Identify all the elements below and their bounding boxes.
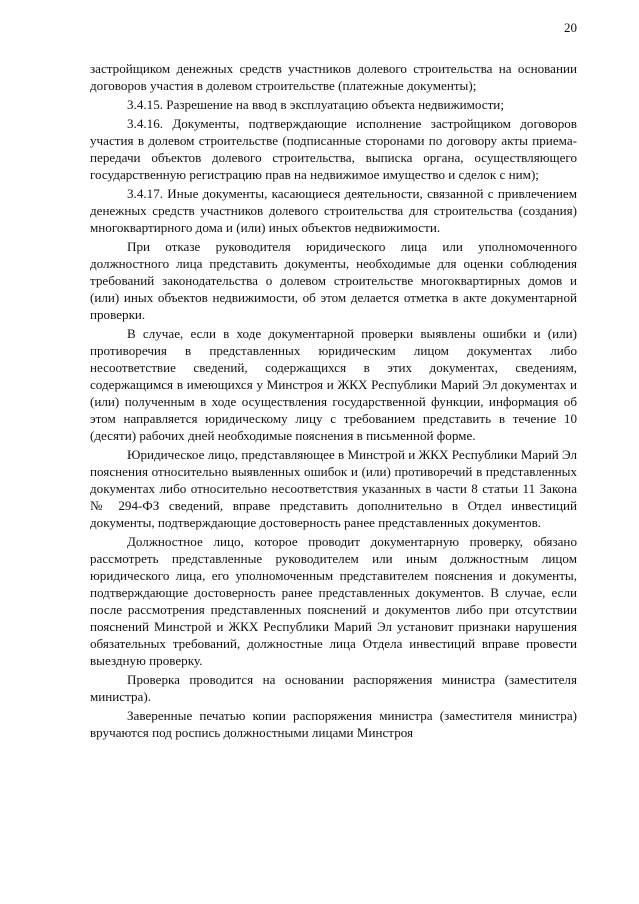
document-body <box>90 60 577 741</box>
paragraph-3-4-16: 3.4.16. Документы, подтверждающие исполнение застройщиком договоров участия в долевом строительстве (подписанные сторонами по договору акты приема-передачи объектов долевого строительства, выписка органа, осуществляющего государственную регистрацию прав на недвижимое имущество и сделок с ним); <box>90 116 577 182</box>
paragraph-errors: В случае, если в ходе документарной проверки выявлены ошибки и (или) противоречия в представленных юридическим лицом документах либо несоответствие сведений, содержащихся в этих документах, сведениям, содержащимся в имеющихся у Минстроя и ЖКХ Республики Марий Эл документах и (или) полученным в ходе осуществления государственной функции, информация об этом направляется юридическому лицу с требованием представить в течение 10 (десяти) рабочих дней необходимые пояснения в письменной форме. <box>90 326 577 443</box>
paragraph-3-4-17: 3.4.17. Иные документы, касающиеся деятельности, связанной с привлечением денежных средств участников долевого строительства для строительства (создания) многоквартирного дома и (или) иных объектов недвижимости. <box>90 186 577 235</box>
paragraph-certified-copies: Заверенные печатью копии распоряжения министра (заместителя министра) вручаются под роспись должностными лицами Минстроя <box>90 708 577 740</box>
page-number: 20 <box>564 20 577 35</box>
paragraph-inspection-basis: Проверка проводится на основании распоряжения министра (заместителя министра). <box>90 672 577 704</box>
paragraph-official-review: Должностное лицо, которое проводит документарную проверку, обязано рассмотреть представленные руководителем или иным должностным лицом юридического лица, его уполномоченным представителем пояснения и документы, подтверждающие достоверность ранее представленных документов. В случае, если после рассмотрения представленных пояснений и документов либо при отсутствии пояснений Минстрой и ЖКХ Республики Марий Эл установит признаки нарушения обязательных требований, должностные лица Отдела инвестиций вправе провести выездную проверку. <box>90 534 577 668</box>
paragraph-3-4-15: 3.4.15. Разрешение на ввод в эксплуатацию объекта недвижимости; <box>127 97 504 112</box>
paragraph-explanations: Юридическое лицо, представляющее в Минстрой и ЖКХ Республики Марий Эл пояснения относительно выявленных ошибок и (или) противоречий в представленных документах либо относительно несоответствия указанных в части 8 статьи 11 Закона № 294-ФЗ сведений, вправе представить дополнительно в Отдел инвестиций документы, подтверждающие достоверность ранее представленных документов. <box>90 447 577 530</box>
paragraph-refusal: При отказе руководителя юридического лица или уполномоченного должностного лица представить документы, необходимые для оценки соблюдения требований законодательства о долевом строительстве многоквартирных домов и (или) иных объектов недвижимости, об этом делается отметка в акте документарной проверки. <box>90 239 577 322</box>
paragraph-continuation: застройщиком денежных средств участников долевого строительства на основании договоров участия в долевом строительстве (платежные документы); <box>90 61 577 93</box>
